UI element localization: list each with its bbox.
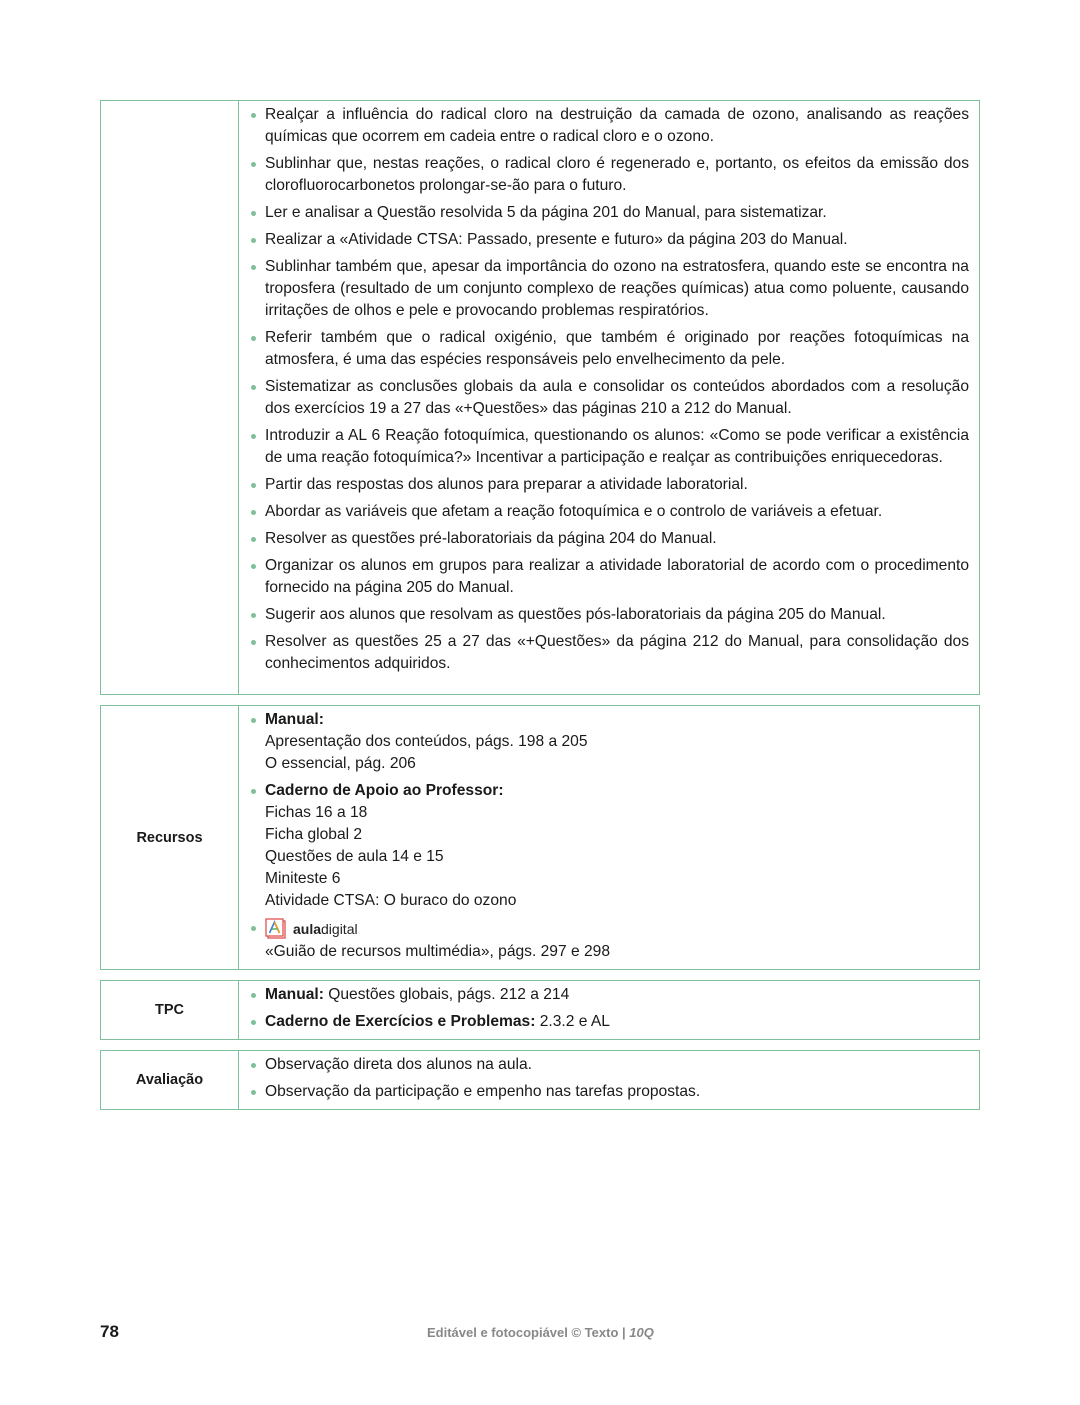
list-item: Sistematizar as conclusões globais da aula e consolidar os conteúdos abordados com a resolução dos exercícios 19 a 27 das «+Questões» das páginas 210 a 212 do Manual.	[247, 376, 969, 420]
list-item: Sublinhar que, nestas reações, o radical cloro é regenerado e, portanto, os efeitos da emissão dos clorofluorocarbonetos prolongar-se-ão para o futuro.	[247, 153, 969, 197]
recursos-auladigital-line: «Guião de recursos multimédia», págs. 297 e 298	[265, 943, 611, 960]
page-number: 78	[100, 1322, 119, 1341]
list-item: Resolver as questões pré-laboratoriais da página 204 do Manual.	[247, 528, 969, 550]
list-item: Partir das respostas dos alunos para preparar a atividade laboratorial.	[247, 474, 969, 496]
recursos-caderno-title: Caderno de Apoio ao Professor:	[265, 782, 504, 799]
list-item: Observação direta dos alunos na aula.	[247, 1054, 969, 1076]
list-item: Ler e analisar a Questão resolvida 5 da página 201 do Manual, para sistematizar.	[247, 202, 969, 224]
list-item: Sublinhar também que, apesar da importância do ozono na estratosfera, quando este se encontra na troposfera (resultado de um conjunto complexo de reações químicas) atua como poluente, causando irritações de olhos e pele e provocando problemas respiratórios.	[247, 256, 969, 322]
list-item: Organizar os alunos em grupos para realizar a atividade laboratorial de acordo com o procedimento fornecido na página 205 do Manual.	[247, 555, 969, 599]
recursos-caderno-line: Atividade CTSA: O buraco do ozono	[265, 892, 517, 909]
tpc-content	[239, 981, 979, 1039]
recursos-caderno-line: Fichas 16 a 18	[265, 804, 368, 821]
list-item: Introduzir a AL 6 Reação fotoquímica, questionando os alunos: «Como se pode verificar a existência de uma reação fotoquímica?» Incentivar a participação e realçar as contribuições enriquecedoras.	[247, 425, 969, 469]
activities-content-cell	[239, 101, 979, 694]
list-item: Manual: Questões globais, págs. 212 a 214	[247, 984, 969, 1006]
list-item: Resolver as questões 25 a 27 das «+Questões» da página 212 do Manual, para consolidação dos conhecimentos adquiridos.	[247, 631, 969, 675]
recursos-manual-item	[247, 709, 969, 775]
list-item: Realçar a influência do radical cloro na destruição da camada de ozono, analisando as reações químicas que ocorrem em cadeia entre o radical cloro e o ozono.	[247, 104, 969, 148]
list-item: Caderno de Exercícios e Problemas: 2.3.2 e AL	[247, 1011, 969, 1033]
auladigital-brand: auladigital	[293, 921, 358, 937]
recursos-manual-line: Apresentação dos conteúdos, págs. 198 a 205	[265, 733, 588, 750]
footer-edition: 10Q	[629, 1325, 654, 1340]
list-item: Observação da participação e empenho nas tarefas propostas.	[247, 1081, 969, 1103]
recursos-caderno-item	[247, 780, 969, 912]
auladigital-logo	[265, 917, 358, 941]
recursos-list	[247, 709, 969, 963]
avaliacao-label: Avaliação	[101, 1051, 239, 1109]
list-item: Sugerir aos alunos que resolvam as questões pós-laboratoriais da página 205 do Manual.	[247, 604, 969, 626]
avaliacao-list	[247, 1054, 969, 1103]
list-item: Referir também que o radical oxigénio, que também é originado por reações fotoquímicas na atmosfera, é uma das espécies responsáveis pelo envelhecimento da pele.	[247, 327, 969, 371]
recursos-caderno-line: Ficha global 2	[265, 826, 363, 843]
recursos-label: Recursos	[101, 706, 239, 969]
avaliacao-table	[100, 1050, 980, 1110]
activities-list	[247, 104, 969, 675]
auladigital-logo-icon	[265, 918, 287, 940]
activities-label-cell	[101, 101, 239, 694]
recursos-content	[239, 706, 979, 969]
recursos-auladigital-item	[247, 917, 969, 963]
list-item: Abordar as variáveis que afetam a reação fotoquímica e o controlo de variáveis a efetuar.	[247, 501, 969, 523]
activities-table	[100, 100, 980, 695]
list-item: Realizar a «Atividade CTSA: Passado, presente e futuro» da página 203 do Manual.	[247, 229, 969, 251]
tpc-table	[100, 980, 980, 1040]
recursos-manual-line: O essencial, pág. 206	[265, 755, 416, 772]
tpc-list	[247, 984, 969, 1033]
footer-copyright: Editável e fotocopiável © Texto | 10Q	[427, 1325, 654, 1340]
recursos-caderno-line: Miniteste 6	[265, 870, 341, 887]
avaliacao-content	[239, 1051, 979, 1109]
tpc-label: TPC	[101, 981, 239, 1039]
recursos-table	[100, 705, 980, 970]
recursos-caderno-line: Questões de aula 14 e 15	[265, 848, 444, 865]
recursos-manual-title: Manual:	[265, 711, 324, 728]
